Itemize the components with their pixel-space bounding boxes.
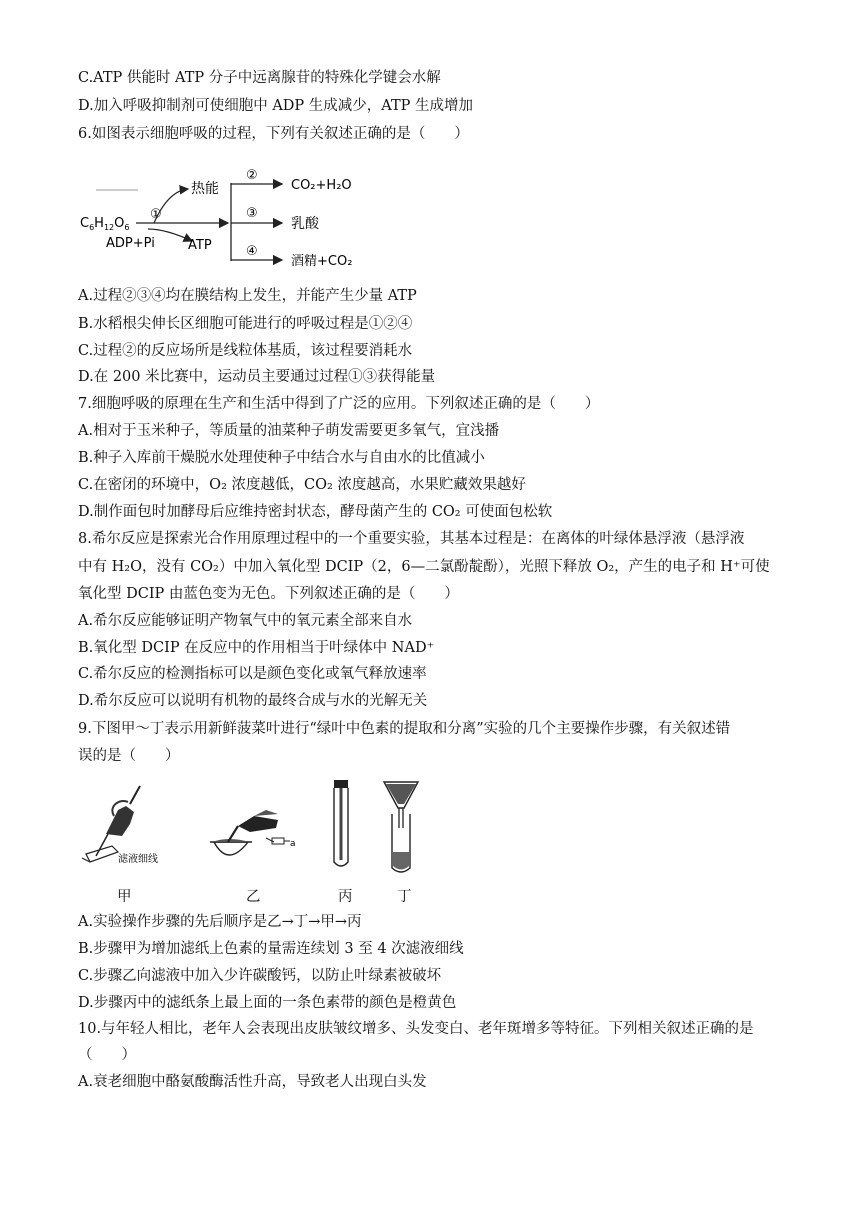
text-line: C.步骤乙向滤液中加入少许碳酸钙，以防止叶绿素被破坏	[78, 968, 442, 984]
text-line: 误的是（ ）	[78, 748, 180, 764]
process-3-label: ③	[246, 206, 258, 221]
step-yi-drawing	[210, 810, 296, 855]
process-1-label: ①	[150, 207, 162, 222]
product-4-label: 酒精+CO₂	[291, 254, 353, 269]
text-line: C.希尔反应的检测指标可以是颜色变化或氧气释放速率	[78, 666, 427, 682]
text-line: A.实验操作步骤的先后顺序是乙→丁→甲→丙	[78, 914, 362, 930]
text-line: （ ）	[78, 1047, 136, 1063]
text-line: D.在 200 米比赛中，运动员主要通过过程①③获得能量	[78, 369, 436, 385]
question-7: 7.细胞呼吸的原理在生产和生活中得到了广泛的应用。下列叙述正确的是（ ）	[78, 396, 600, 412]
question-8: 8.希尔反应是探索光合作用原理过程中的一个重要实验，其基本过程是：在离体的叶绿体悬浮液（悬浮液	[78, 531, 745, 547]
step-bing-drawing	[334, 780, 348, 866]
text-line: A.相对于玉米种子，等质量的油菜种子萌发需要更多氧气，宜浅播	[78, 423, 500, 439]
text-line: 氧化型 DCIP 由蓝色变为无色。下列叙述正确的是（ ）	[78, 586, 459, 602]
step-ding-drawing	[384, 782, 418, 872]
text-line: D.加入呼吸抑制剂可使细胞中 ADP 生成减少，ATP 生成增加	[78, 98, 474, 114]
process-2-label: ②	[246, 168, 258, 183]
filter-line-label: 滤液细线	[118, 854, 158, 865]
question-10: 10.与年轻人相比，老年人会表现出皮肤皱纹增多、头发变白、老年斑增多等特征。下列相关叙述正确的是	[78, 1021, 754, 1037]
caption-jia: 甲	[117, 889, 132, 905]
text-line: B.种子入库前干燥脱水处理使种子中结合水与自由水的比值减小	[78, 450, 485, 466]
text-line: C.在密闭的环境中，O₂ 浓度越低，CO₂ 浓度越高，水果贮藏效果越好	[78, 477, 526, 493]
adp-label: ADP+Pi	[106, 236, 155, 251]
text-line: B.水稻根尖伸长区细胞可能进行的呼吸过程是①②④	[78, 316, 413, 332]
glucose-label: $C_6H_{12}O_6$	[80, 216, 130, 232]
text-line: C.过程②的反应场所是线粒体基质，该过程要消耗水	[78, 343, 413, 359]
pigment-steps-figure	[78, 776, 458, 876]
atp-label: ATP	[188, 238, 212, 253]
text-line: B.步骤甲为增加滤纸上色素的量需连续划 3 至 4 次滤液细线	[78, 941, 464, 957]
text-line: D.希尔反应可以说明有机物的最终合成与水的光解无关	[78, 693, 428, 709]
respiration-diagram	[76, 157, 366, 273]
product-3-label: 乳酸	[291, 216, 319, 232]
caption-ding: 丁	[397, 889, 412, 905]
text-line: A.过程②③④均在膜结构上发生，并能产生少量 ATP	[78, 288, 417, 304]
text-line: C.ATP 供能时 ATP 分子中远离腺苷的特殊化学键会水解	[78, 70, 441, 86]
step-jia-drawing	[82, 786, 158, 865]
text-line: D.制作面包时加酵母后应维持密封状态，酵母菌产生的 CO₂ 可使面包松软	[78, 504, 553, 520]
a-label: a	[290, 839, 296, 849]
question-9: 9.下图甲～丁表示用新鲜菠菜叶进行“绿叶中色素的提取和分离”实验的几个主要操作步骤，有关叙述错	[78, 721, 731, 737]
process-4-label: ④	[246, 244, 258, 259]
text-line: A.希尔反应能够证明产物氧气中的氧元素全部来自水	[78, 613, 413, 629]
caption-yi: 乙	[246, 889, 261, 905]
caption-bing: 丙	[338, 889, 353, 905]
heat-label: 热能	[191, 181, 219, 197]
product-2-label: CO₂+H₂O	[291, 178, 352, 193]
text-line: 中有 H₂O，没有 CO₂）中加入氧化型 DCIP（2，6—二氯酚靛酚），光照下释放 O₂，产生的电子和 H⁺可使	[78, 559, 770, 575]
question-6: 6.如图表示细胞呼吸的过程，下列有关叙述正确的是（ ）	[78, 126, 469, 142]
text-line: A.衰老细胞中酪氨酸酶活性升高，导致老人出现白头发	[78, 1074, 427, 1090]
text-line: D.步骤丙中的滤纸条上最上面的一条色素带的颜色是橙黄色	[78, 995, 457, 1011]
text-line: B.氧化型 DCIP 在反应中的作用相当于叶绿体中 NAD⁺	[78, 640, 435, 656]
